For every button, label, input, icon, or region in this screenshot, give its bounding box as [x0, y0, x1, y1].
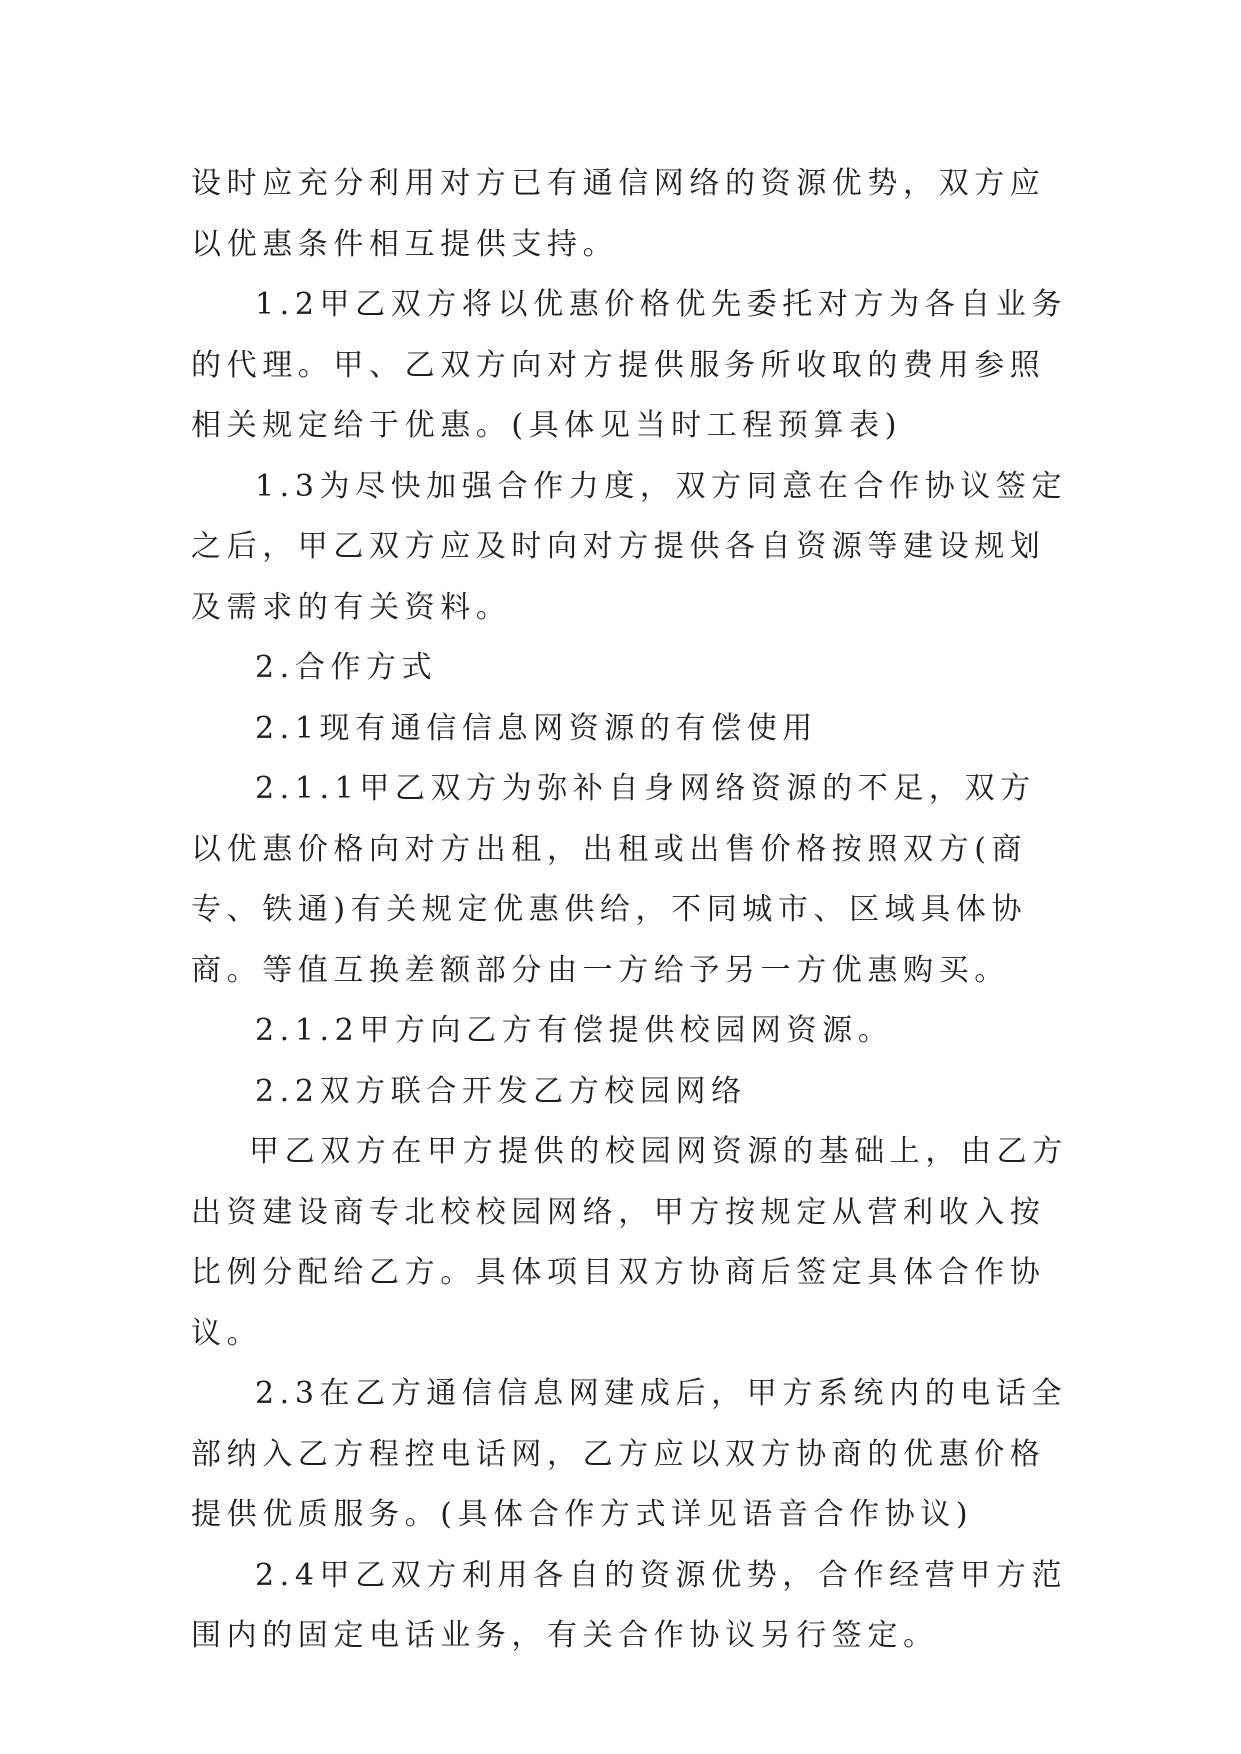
paragraph-continuation: 设时应充分利用对方已有通信网络的资源优势，双方应以优惠条件相互提供支持。 [191, 166, 1046, 262]
paragraph-2-2-body: 甲乙双方在甲方提供的校园网资源的基础上，由乙方出资建设商专北校校园网络，甲方按规定从营利收入按比例分配给乙方。具体项目双方协商后签定具体合作协议。 [191, 1134, 1068, 1351]
section-heading-2: 2.合作方式 [255, 650, 438, 685]
paragraph-1-3: 1.3为尽快加强合作力度，双方同意在合作协议签定之后，甲乙双方应及时向对方提供各自资源等建设规划及需求的有关资料。 [191, 468, 1068, 625]
paragraph-2-4: 2.4甲乙双方利用各自的资源优势，合作经营甲方范围内的固定电话业务，有关合作协议另行签定。 [191, 1557, 1068, 1653]
paragraph-2-1-1: 2.1.1甲乙双方为弥补自身网络资源的不足，双方以优惠价格向对方出租，出租或出售价格按照双方(商专、铁通)有关规定优惠供给，不同城市、区域具体协商。等值互换差额部分由一方给予另一方优惠购买。 [191, 771, 1036, 988]
document-body [191, 154, 1071, 1667]
paragraph-1-2: 1.2甲乙双方将以优惠价格优先委托对方为各自业务的代理。甲、乙双方向对方提供服务所收取的费用参照相关规定给于优惠。(具体见当时工程预算表) [191, 287, 1068, 443]
paragraph-2-1-2: 2.1.2甲方向乙方有偿提供校园网资源。 [255, 1013, 894, 1048]
paragraph-2-3: 2.3在乙方通信信息网建成后，甲方系统内的电话全部纳入乙方程控电话网，乙方应以双方协商的优惠价格提供优质服务。(具体合作方式详见语音合作协议) [191, 1376, 1068, 1532]
subsection-heading-2-2: 2.2双方联合开发乙方校园网络 [255, 1073, 747, 1109]
subsection-heading-2-1: 2.1现有通信信息网资源的有偿使用 [255, 710, 818, 746]
